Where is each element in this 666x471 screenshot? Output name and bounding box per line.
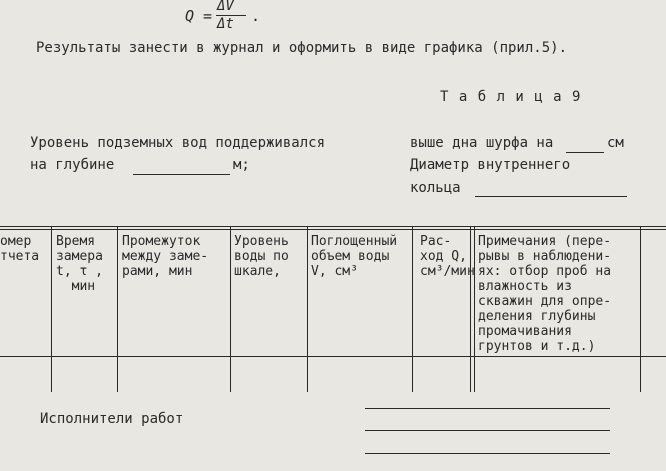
header-interval: Промежуток между заме- рами, мин xyxy=(122,234,209,279)
table-header-divider xyxy=(0,356,666,357)
formula-denominator: Δt xyxy=(217,16,234,32)
col-divider-5 xyxy=(412,227,413,392)
table-top-border-2 xyxy=(0,229,666,230)
header-water-level: Уровень воды по шкале, xyxy=(234,234,289,279)
header-reading-number: омер тчета xyxy=(0,234,40,264)
ring-line-2: кольца xyxy=(410,180,461,196)
pit-prefix: выше дна шурфа на xyxy=(410,135,554,151)
formula-numerator: ΔV xyxy=(217,0,234,14)
groundwater-line-1: Уровень подземных вод поддерживался xyxy=(30,135,326,151)
header-measure-time: Время замера t, τ , мин xyxy=(56,234,103,294)
col-divider-3 xyxy=(230,227,231,392)
ring-blank-line xyxy=(475,196,627,197)
col-divider-4 xyxy=(307,227,308,392)
col-divider-7 xyxy=(640,227,641,392)
signature-line-2 xyxy=(365,430,610,431)
header-notes: Примечания (пере- рывы в наблюдени- ях: отбор проб на влажность из скважин для опре- деления глубины промачивания грунтов и т.д.) xyxy=(478,234,612,354)
ring-line-1: Диаметр внутреннего xyxy=(410,157,571,173)
depth-blank-line xyxy=(133,174,230,175)
table-caption: Т а б л и ц а 9 xyxy=(440,89,582,105)
col-divider-1 xyxy=(51,227,52,392)
instruction-text: Результаты занести в журнал и оформить в виде графика (прил.5). xyxy=(36,40,568,56)
formula-lhs: Q xyxy=(185,7,195,25)
header-absorbed-volume: Поглощенный объем воды V, см³ xyxy=(311,234,398,279)
col-divider-2 xyxy=(117,227,118,392)
signature-line-3 xyxy=(365,453,610,454)
groundwater-line-2-prefix: на глубине xyxy=(30,157,115,173)
groundwater-line-2-suffix: м; xyxy=(233,157,250,173)
signature-line-1 xyxy=(365,408,610,409)
formula-equals: = xyxy=(203,7,213,25)
pit-blank-line xyxy=(566,152,604,153)
pit-suffix: см xyxy=(607,135,624,151)
table-top-border xyxy=(0,226,666,227)
formula-period: . xyxy=(251,7,261,25)
signature-label: Исполнители работ xyxy=(40,411,184,427)
header-flow-rate: Рас- ход Q, см³/мин xyxy=(420,234,475,279)
